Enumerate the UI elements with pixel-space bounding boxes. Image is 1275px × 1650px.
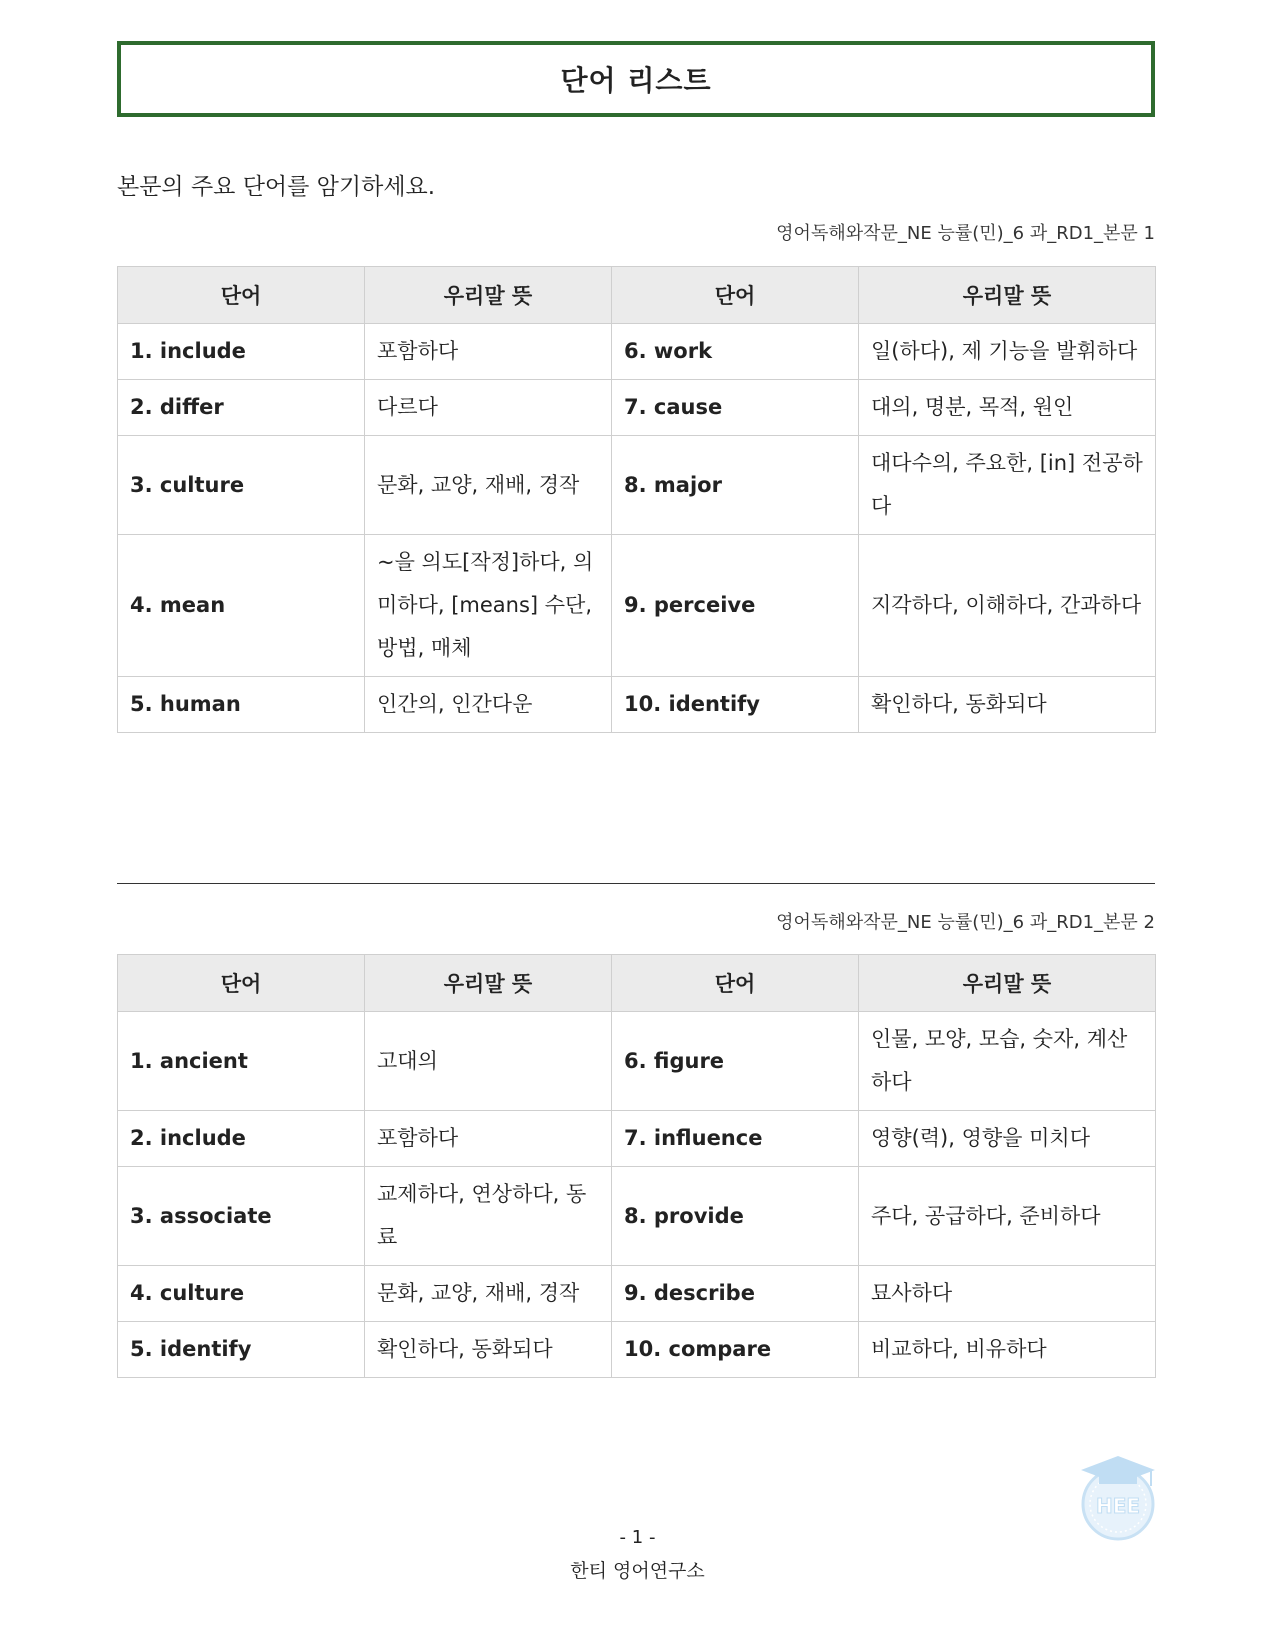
meaning-cell: 인물, 모양, 모습, 숫자, 계산하다	[859, 1012, 1156, 1111]
table-row	[118, 324, 1156, 380]
word-cell: 10. compare	[612, 1322, 859, 1378]
word-cell: 2. include	[118, 1111, 365, 1167]
word-cell: 1. include	[118, 324, 365, 380]
header-meaning: 우리말 뜻	[859, 955, 1156, 1012]
section-divider	[117, 883, 1155, 884]
vocab-table-2	[117, 954, 1156, 1378]
meaning-cell: 포함하다	[365, 1111, 612, 1167]
meaning-cell: 영향(력), 영향을 미치다	[859, 1111, 1156, 1167]
table-row	[118, 1012, 1156, 1111]
table-header-row	[118, 267, 1156, 324]
word-cell: 8. major	[612, 436, 859, 535]
word-cell: 5. identify	[118, 1322, 365, 1378]
meaning-cell: 대의, 명분, 목적, 원인	[859, 380, 1156, 436]
vocab-table-1	[117, 266, 1156, 733]
meaning-cell: 고대의	[365, 1012, 612, 1111]
header-meaning: 우리말 뜻	[859, 267, 1156, 324]
meaning-cell: 일(하다), 제 기능을 발휘하다	[859, 324, 1156, 380]
word-cell: 9. perceive	[612, 535, 859, 677]
meaning-cell: 주다, 공급하다, 준비하다	[859, 1167, 1156, 1266]
meaning-cell: 지각하다, 이해하다, 간과하다	[859, 535, 1156, 677]
page-title-box	[117, 41, 1155, 117]
table-row	[118, 535, 1156, 677]
header-meaning: 우리말 뜻	[365, 955, 612, 1012]
source-label-1: 영어독해와작문_NE 능률(민)_6 과_RD1_본문 1	[776, 223, 1155, 244]
header-word: 단어	[612, 955, 859, 1012]
meaning-cell: 비교하다, 비유하다	[859, 1322, 1156, 1378]
meaning-cell: 다르다	[365, 380, 612, 436]
header-word: 단어	[118, 267, 365, 324]
page-title: 단어 리스트	[560, 64, 712, 97]
table-row	[118, 380, 1156, 436]
word-cell: 4. culture	[118, 1266, 365, 1322]
page-number: - 1 -	[619, 1527, 656, 1548]
meaning-cell: 확인하다, 동화되다	[859, 677, 1156, 733]
word-cell: 2. differ	[118, 380, 365, 436]
word-cell: 7. influence	[612, 1111, 859, 1167]
table-row	[118, 1322, 1156, 1378]
meaning-cell: 포함하다	[365, 324, 612, 380]
instruction-text: 본문의 주요 단어를 암기하세요.	[117, 174, 436, 200]
table-row	[118, 1111, 1156, 1167]
meaning-cell: ~을 의도[작정]하다, 의미하다, [means] 수단, 방법, 매체	[365, 535, 612, 677]
meaning-cell: 문화, 교양, 재배, 경작	[365, 436, 612, 535]
word-cell: 9. describe	[612, 1266, 859, 1322]
logo-text: HEE	[1095, 1494, 1141, 1518]
footer-text: 한티 영어연구소	[570, 1560, 705, 1582]
word-cell: 1. ancient	[118, 1012, 365, 1111]
header-word: 단어	[612, 267, 859, 324]
source-label-2: 영어독해와작문_NE 능률(민)_6 과_RD1_본문 2	[776, 912, 1155, 933]
word-cell: 4. mean	[118, 535, 365, 677]
header-meaning: 우리말 뜻	[365, 267, 612, 324]
table-row	[118, 436, 1156, 535]
meaning-cell: 확인하다, 동화되다	[365, 1322, 612, 1378]
header-word: 단어	[118, 955, 365, 1012]
meaning-cell: 인간의, 인간다운	[365, 677, 612, 733]
word-cell: 6. work	[612, 324, 859, 380]
word-cell: 3. associate	[118, 1167, 365, 1266]
table-row	[118, 677, 1156, 733]
table-row	[118, 1167, 1156, 1266]
table-row	[118, 1266, 1156, 1322]
word-cell: 8. provide	[612, 1167, 859, 1266]
word-cell: 10. identify	[612, 677, 859, 733]
table-header-row	[118, 955, 1156, 1012]
word-cell: 6. figure	[612, 1012, 859, 1111]
meaning-cell: 대다수의, 주요한, [in] 전공하다	[859, 436, 1156, 535]
meaning-cell: 교제하다, 연상하다, 동료	[365, 1167, 612, 1266]
word-cell: 3. culture	[118, 436, 365, 535]
word-cell: 7. cause	[612, 380, 859, 436]
meaning-cell: 묘사하다	[859, 1266, 1156, 1322]
meaning-cell: 문화, 교양, 재배, 경작	[365, 1266, 612, 1322]
word-cell: 5. human	[118, 677, 365, 733]
